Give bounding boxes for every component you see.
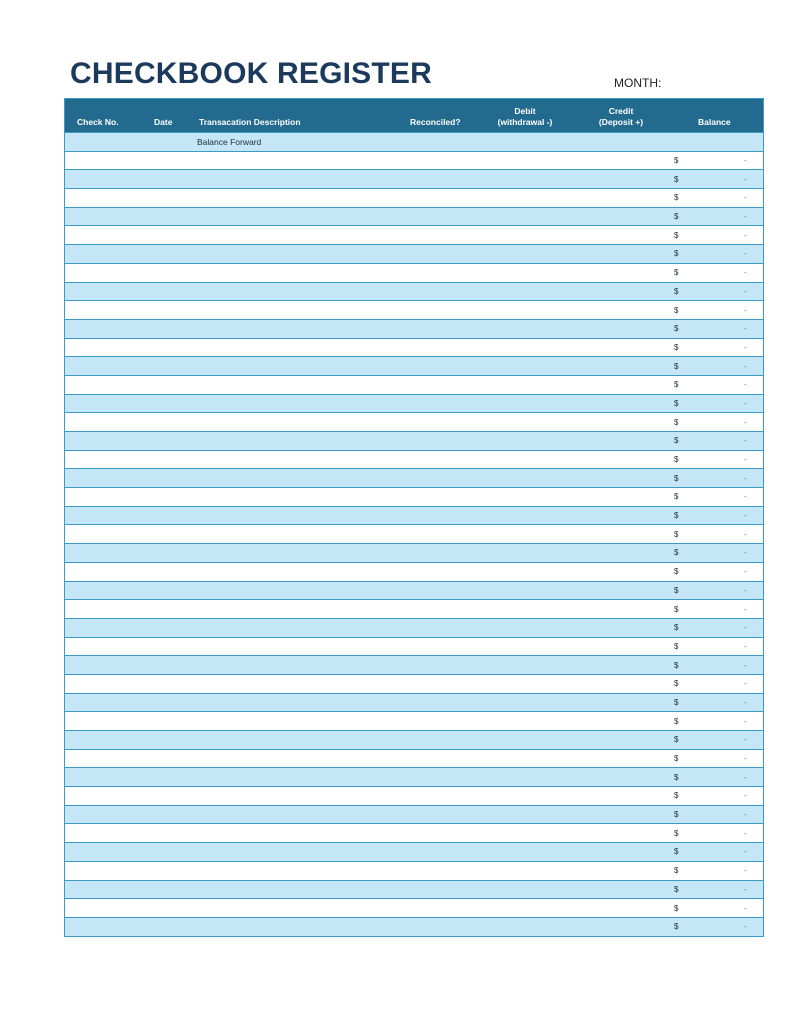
balance-value: - — [744, 436, 747, 446]
balance-value: - — [744, 660, 747, 670]
header-reconciled: Reconciled? — [410, 117, 461, 127]
balance-value: - — [744, 754, 747, 764]
table-row — [65, 300, 763, 319]
balance-value: - — [744, 324, 747, 334]
table-row — [65, 767, 763, 786]
balance-value: - — [744, 212, 747, 222]
balance-value: - — [744, 772, 747, 782]
balance-currency-symbol: $ — [674, 249, 679, 259]
balance-value: - — [744, 585, 747, 595]
table-row — [65, 450, 763, 469]
balance-value: - — [744, 193, 747, 203]
header-credit-subtitle: (Deposit +) — [598, 117, 644, 127]
table-row — [65, 169, 763, 188]
balance-currency-symbol: $ — [674, 810, 679, 820]
header-credit — [588, 106, 654, 128]
balance-currency-symbol: $ — [674, 772, 679, 782]
table-row — [65, 711, 763, 730]
balance-value: - — [744, 286, 747, 296]
balance-currency-symbol: $ — [674, 324, 679, 334]
register-table — [64, 98, 764, 937]
balance-currency-symbol: $ — [674, 417, 679, 427]
table-row — [65, 506, 763, 525]
balance-currency-symbol: $ — [674, 903, 679, 913]
table-row — [65, 749, 763, 768]
table-row — [65, 487, 763, 506]
balance-value: - — [744, 230, 747, 240]
balance-value: - — [744, 922, 747, 932]
table-row — [65, 861, 763, 880]
table-row — [65, 356, 763, 375]
table-row — [65, 693, 763, 712]
balance-forward-row — [65, 132, 763, 151]
balance-value: - — [744, 174, 747, 184]
balance-currency-symbol: $ — [674, 660, 679, 670]
table-row — [65, 917, 763, 936]
table-row — [65, 655, 763, 674]
balance-currency-symbol: $ — [674, 268, 679, 278]
balance-value: - — [744, 249, 747, 259]
header-date: Date — [154, 117, 173, 127]
balance-currency-symbol: $ — [674, 342, 679, 352]
balance-value: - — [744, 529, 747, 539]
table-row — [65, 674, 763, 693]
balance-value: - — [744, 604, 747, 614]
balance-value: - — [744, 828, 747, 838]
header-debit-subtitle: (withdrawal -) — [497, 117, 553, 127]
table-header — [65, 99, 763, 132]
table-row — [65, 263, 763, 282]
balance-value: - — [744, 697, 747, 707]
balance-value: - — [744, 716, 747, 726]
balance-currency-symbol: $ — [674, 230, 679, 240]
balance-currency-symbol: $ — [674, 492, 679, 502]
balance-currency-symbol: $ — [674, 380, 679, 390]
table-row — [65, 394, 763, 413]
balance-currency-symbol: $ — [674, 922, 679, 932]
balance-value: - — [744, 903, 747, 913]
balance-forward-label: Balance Forward — [197, 136, 262, 147]
table-row — [65, 543, 763, 562]
table-row — [65, 412, 763, 431]
balance-currency-symbol: $ — [674, 529, 679, 539]
balance-value: - — [744, 455, 747, 465]
balance-currency-symbol: $ — [674, 174, 679, 184]
balance-currency-symbol: $ — [674, 828, 679, 838]
table-row — [65, 244, 763, 263]
balance-currency-symbol: $ — [674, 286, 679, 296]
balance-currency-symbol: $ — [674, 716, 679, 726]
balance-currency-symbol: $ — [674, 567, 679, 577]
balance-currency-symbol: $ — [674, 735, 679, 745]
header-debit — [490, 106, 560, 128]
balance-value: - — [744, 473, 747, 483]
balance-value: - — [744, 641, 747, 651]
table-row — [65, 880, 763, 899]
balance-value: - — [744, 342, 747, 352]
balance-currency-symbol: $ — [674, 548, 679, 558]
balance-currency-symbol: $ — [674, 436, 679, 446]
balance-value: - — [744, 268, 747, 278]
balance-value: - — [744, 884, 747, 894]
balance-currency-symbol: $ — [674, 585, 679, 595]
transaction-rows — [65, 151, 763, 936]
balance-currency-symbol: $ — [674, 884, 679, 894]
table-row — [65, 431, 763, 450]
balance-currency-symbol: $ — [674, 212, 679, 222]
balance-value: - — [744, 623, 747, 633]
month-label: MONTH: — [614, 76, 662, 90]
header-balance: Balance — [698, 117, 731, 127]
balance-currency-symbol: $ — [674, 398, 679, 408]
balance-value: - — [744, 156, 747, 166]
balance-currency-symbol: $ — [674, 679, 679, 689]
table-row — [65, 805, 763, 824]
balance-value: - — [744, 567, 747, 577]
table-row — [65, 562, 763, 581]
table-row — [65, 898, 763, 917]
table-row — [65, 618, 763, 637]
header-description: Transacation Description — [199, 117, 301, 127]
balance-value: - — [744, 548, 747, 558]
balance-currency-symbol: $ — [674, 193, 679, 203]
table-row — [65, 468, 763, 487]
balance-currency-symbol: $ — [674, 791, 679, 801]
table-row — [65, 225, 763, 244]
table-row — [65, 842, 763, 861]
balance-currency-symbol: $ — [674, 754, 679, 764]
table-row — [65, 282, 763, 301]
table-row — [65, 823, 763, 842]
table-row — [65, 151, 763, 170]
header-check-no: Check No. — [77, 117, 119, 127]
balance-value: - — [744, 791, 747, 801]
table-row — [65, 786, 763, 805]
table-row — [65, 375, 763, 394]
balance-value: - — [744, 810, 747, 820]
table-row — [65, 599, 763, 618]
table-row — [65, 338, 763, 357]
balance-value: - — [744, 492, 747, 502]
balance-currency-symbol: $ — [674, 156, 679, 166]
balance-currency-symbol: $ — [674, 473, 679, 483]
balance-currency-symbol: $ — [674, 455, 679, 465]
page-title: CHECKBOOK REGISTER — [70, 57, 432, 90]
table-row — [65, 319, 763, 338]
balance-currency-symbol: $ — [674, 641, 679, 651]
balance-currency-symbol: $ — [674, 604, 679, 614]
balance-value: - — [744, 866, 747, 876]
balance-value: - — [744, 847, 747, 857]
table-row — [65, 188, 763, 207]
table-row — [65, 524, 763, 543]
balance-value: - — [744, 380, 747, 390]
balance-currency-symbol: $ — [674, 361, 679, 371]
balance-currency-symbol: $ — [674, 866, 679, 876]
balance-currency-symbol: $ — [674, 511, 679, 521]
header-debit-title: Debit — [514, 106, 536, 116]
balance-value: - — [744, 679, 747, 689]
balance-value: - — [744, 398, 747, 408]
header-credit-title: Credit — [608, 106, 634, 116]
table-row — [65, 581, 763, 600]
balance-currency-symbol: $ — [674, 305, 679, 315]
balance-value: - — [744, 361, 747, 371]
balance-value: - — [744, 305, 747, 315]
table-row — [65, 730, 763, 749]
balance-value: - — [744, 417, 747, 427]
table-row — [65, 637, 763, 656]
balance-value: - — [744, 735, 747, 745]
balance-currency-symbol: $ — [674, 847, 679, 857]
table-row — [65, 207, 763, 226]
balance-currency-symbol: $ — [674, 623, 679, 633]
balance-currency-symbol: $ — [674, 697, 679, 707]
balance-value: - — [744, 511, 747, 521]
